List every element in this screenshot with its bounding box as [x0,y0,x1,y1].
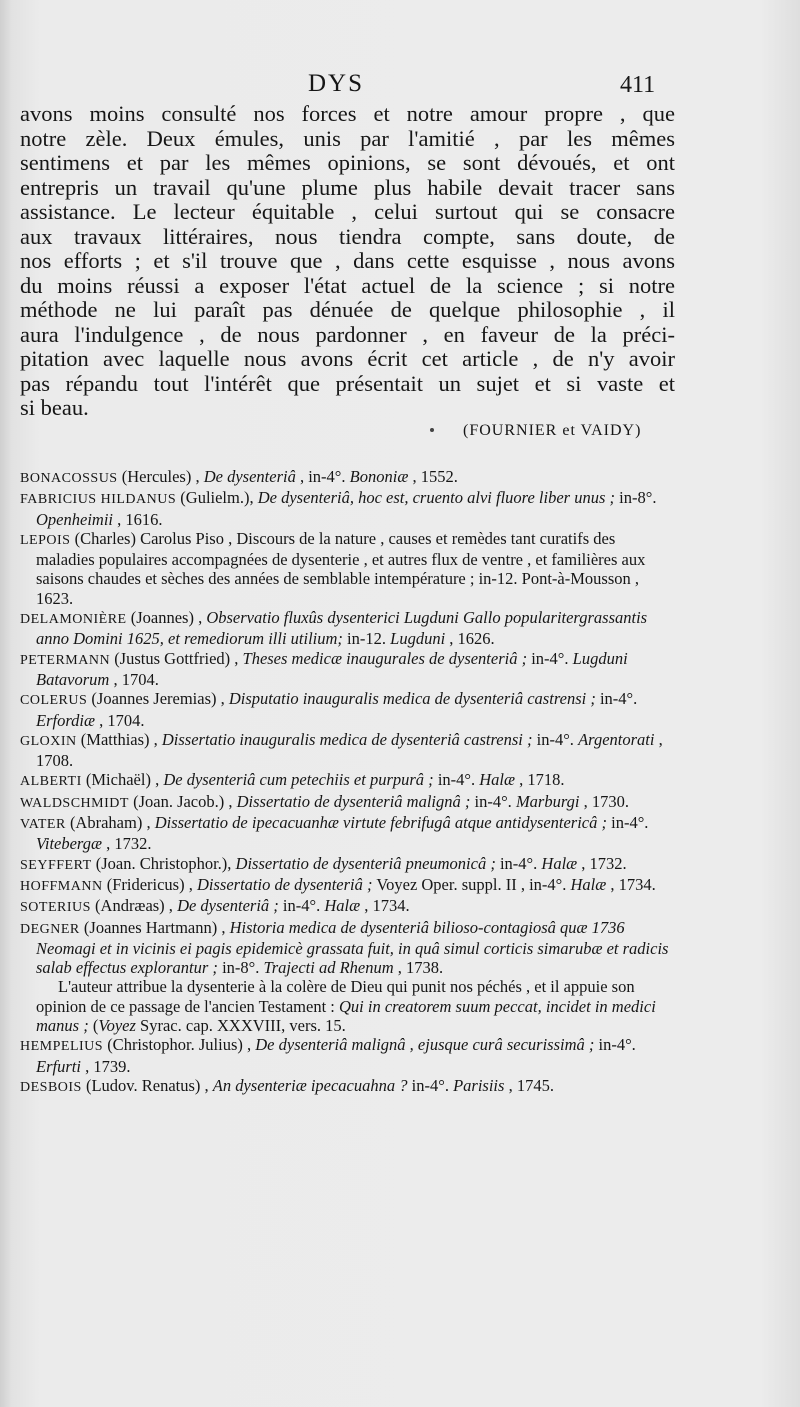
entry-author: GLOXIN [20,733,77,749]
bibliography-entry [20,689,672,730]
bibliography-entry [20,875,672,896]
entry-author: SOTERIUS [20,900,91,916]
note-quote: Qui in creatorem suum peccat, incidet in medici manus ; [36,996,656,1036]
entry-format: in-4°. [527,648,573,668]
entry-title: Dissertatio de dysenteriâ malignâ ; [236,791,471,811]
entry-place: Halæ [479,770,516,790]
entry-title: Observatio fluxûs dysenterici Lugduni Gallo popularitergrassantis anno Domini 1625, et remediorum illi utilium; [36,608,648,649]
entry-place: Erfurti [36,1056,81,1076]
entry-format: in-4°. [433,770,480,790]
ink-dot [430,428,434,432]
entry-year: , 1626. [445,629,495,649]
entry-year: , 1704. [94,710,145,730]
entry-title: Dissertatio de ipecacuanhæ virtute febrifugâ atque antidysentericâ ; [154,813,607,833]
author-signature: (FOURNIER et VAIDY) [463,422,642,439]
bibliography-entry [20,813,672,854]
body-line: aura l'indulgence , de nous pardonner , en faveur de la préci- [20,321,675,347]
entry-title: Theses medicæ inaugurales de dysenteriâ ; [242,648,528,668]
entry-forename: (Joan. Christophor.), [91,853,236,873]
body-line: si beau. [20,395,89,420]
entry-year: , 1734. [606,874,656,894]
entry-year: , 1730. [579,791,629,811]
entry-author: DESBOIS [20,1079,82,1095]
entry-year: , 1718. [515,770,565,790]
entry-format: in-4°. [532,729,579,749]
entry-title: De dysenteriâ cum petechiis et purpurâ ; [163,770,434,790]
entry-format: in-4°. [407,1075,454,1095]
entry-author: DEGNER [20,921,80,937]
entry-place: Lugduni [390,629,446,649]
entry-year: , 1739. [80,1056,131,1076]
bibliography-entry [20,730,672,771]
body-line: sentimens et par les mêmes opinions, se sont dévoués, et ont [20,150,675,175]
bibliography-entry [20,1035,672,1076]
entry-place: Marburgi [515,791,580,811]
entry-format: in-4°. [594,1035,636,1055]
entry-author: LEPOIS [20,532,71,548]
entry-forename: (Ludov. Renatus) , [81,1075,213,1095]
entry-format: in-4°. [470,791,516,811]
entry-forename: (Justus Gottfried) , [110,648,243,668]
entry-author: FABRICIUS HILDANUS [20,492,177,508]
entry-title: De dysenteriâ malignâ , ejusque curâ securissimâ ; [255,1035,595,1055]
entry-author: BONACOSSUS [20,471,118,486]
bibliography-entry [20,649,672,690]
entry-forename: (Hercules) , [117,467,204,486]
body-line: nos efforts ; et s'il trouve que , dans cette esquisse , nous avons [20,248,675,273]
entry-forename: (Fridericus) , [102,874,197,894]
entry-forename: (Matthias) , [76,729,162,749]
entry-year: , 1616. [112,509,163,529]
bibliography-entry [20,854,672,875]
entry-year: , 1738. [393,958,444,978]
entry-forename: (Andræas) , [90,896,178,916]
entry-format: Discours de la nature , causes et remèdes tant curatifs des maladies populaires accompagnées de dysenterie , et autres flux de ventre , et familières aux saisons chaudes et sèches des années de semblable intempérature ; in-12. Pont-à-Mousson , 1623. [36,528,646,608]
entry-author: SEYFFERT [20,857,92,873]
entry-title: Dissertatio de dysenteriâ pneumonicâ ; [235,853,496,873]
entry-format: in-4°. [607,813,649,833]
entry-place: Bononiæ [349,467,409,486]
bibliography-entry [20,1076,672,1097]
body-paragraph [20,102,675,421]
entry-forename: (Christophor. Julius) , [103,1035,256,1055]
entry-author: DELAMONIÈRE [20,612,127,628]
body-line: avons moins consulté nos forces et notre amour propre , que [20,101,675,126]
entry-author: WALDSCHMIDT [20,795,129,811]
entry-title: Disputatio inauguralis medica de dysenteriâ castrensi ; [228,689,596,709]
entry-format: in-12. [342,629,391,649]
entry-title: An dysenteriæ ipecacuahna ? [212,1075,408,1095]
entry-title: Dissertatio de dysenteriâ ; [196,874,373,894]
bibliography-entry [20,529,672,608]
entry-author: ALBERTI [20,774,82,790]
bibliography-entry [20,770,672,791]
entry-author: HOFFMANN [20,878,103,894]
entry-forename: (Gulielm.), [176,488,258,508]
entry-title: Historia medica de dysenteriâ bilioso-contagiosâ quæ 1736 Neomagi et in vicinis ei pagis epidemicè grassata fuit, in quâ simul corticis simarubæ et radicis salab effectus explorantur ; [36,917,669,978]
entry-format: in-4°. [495,853,542,873]
page-number: 411 [620,72,656,98]
entry-year: , 1732. [577,853,627,873]
entry-author: COLERUS [20,693,88,709]
bibliography-entry [20,488,672,529]
bibliography-entry [20,608,672,649]
body-line: méthode ne lui paraît pas dénuée de quelque philosophie , il [20,297,675,322]
body-line: entrepris un travail qu'une plume plus habile devait tracer sans [20,174,675,200]
entry-title: De dysenteriâ, hoc est, cruento alvi fluore liber unus ; [257,488,616,508]
entry-place: Halæ [541,853,578,873]
body-line: notre zèle. Deux émules, unis par l'amitié , par les mêmes [20,125,675,151]
entry-forename: (Joannes Jeremias) , [87,689,229,709]
entry-author: HEMPELIUS [20,1039,104,1055]
entry-year: , 1552. [408,467,458,486]
entry-year: , 1704. [109,669,159,689]
bibliography-entry [20,918,672,978]
entry-author: VATER [20,817,66,833]
body-line: assistance. Le lecteur équitable , celui surtout qui se consacre [20,199,675,224]
note-voyez: Voyez [98,1016,136,1036]
entry-place: Argentorati [578,729,655,749]
entry-place: Halæ [324,896,361,916]
entry-forename: (Joannes) , [126,608,207,628]
entry-author: PETERMANN [20,652,111,668]
running-title: DYS [308,70,365,97]
entry-year: , 1734. [360,896,410,916]
entry-place: Trajecti ad Rhenum [263,958,394,978]
note-ref: Syrac. cap. XXXVIII, vers. 15. [135,1016,346,1036]
entry-format: in-8°. [615,488,657,508]
entry-format: Voyez Oper. suppl. II , in-4°. [372,874,571,894]
body-line: pas répandu tout l'intérêt que présentait un sujet et si vaste et [20,370,675,396]
entry-place: Vitebergæ [36,834,102,854]
body-line: du moins réussi a exposer l'état actuel de la science ; si notre [20,272,675,298]
body-line: pitation avec laquelle nous avons écrit cet article , de n'y avoir [20,346,675,371]
entry-format: in-4°. [595,689,638,709]
entry-format: in-8°. [217,958,264,978]
note-paren: ( [88,1016,99,1036]
entry-forename: (Abraham) , [65,813,155,833]
entry-place: Lugduni Batavorum [36,648,628,689]
bibliography-note [20,977,672,1035]
entry-year: , 1708. [36,729,663,771]
bibliography-entry [20,467,672,488]
entry-forename: (Michaël) , [81,770,164,790]
bibliography-entry [20,792,672,813]
entry-place: Erfordiæ [36,710,95,730]
bibliography-entry [20,896,672,917]
entry-format: , in-4°. [295,467,350,486]
body-line: aux travaux littéraires, nous tiendra compte, sans doute, de [20,223,675,249]
entry-forename: (Charles) Carolus Piso , [70,528,237,548]
entry-year: , 1745. [504,1075,554,1095]
entry-place: Openheimii [36,509,113,529]
note-text: L'auteur attribue la dysenterie à la colère de Dieu qui punit nos péchés , et il appuie son opinion de ce passage de l'ancien Testament : [36,977,635,1016]
entry-title: Dissertatio inauguralis medica de dysenteriâ castrensi ; [161,729,533,749]
entry-title: De dysenteriâ [203,467,296,486]
entry-place: Parisiis [453,1075,505,1095]
entry-year: , 1732. [101,834,152,854]
entry-forename: (Joannes Hartmann) , [79,917,230,937]
bibliography [20,467,672,1097]
entry-forename: (Joan. Jacob.) , [128,791,237,811]
entry-title: De dysenteriâ ; [177,896,279,916]
entry-format: in-4°. [278,896,325,916]
entry-place: Halæ [570,874,607,894]
